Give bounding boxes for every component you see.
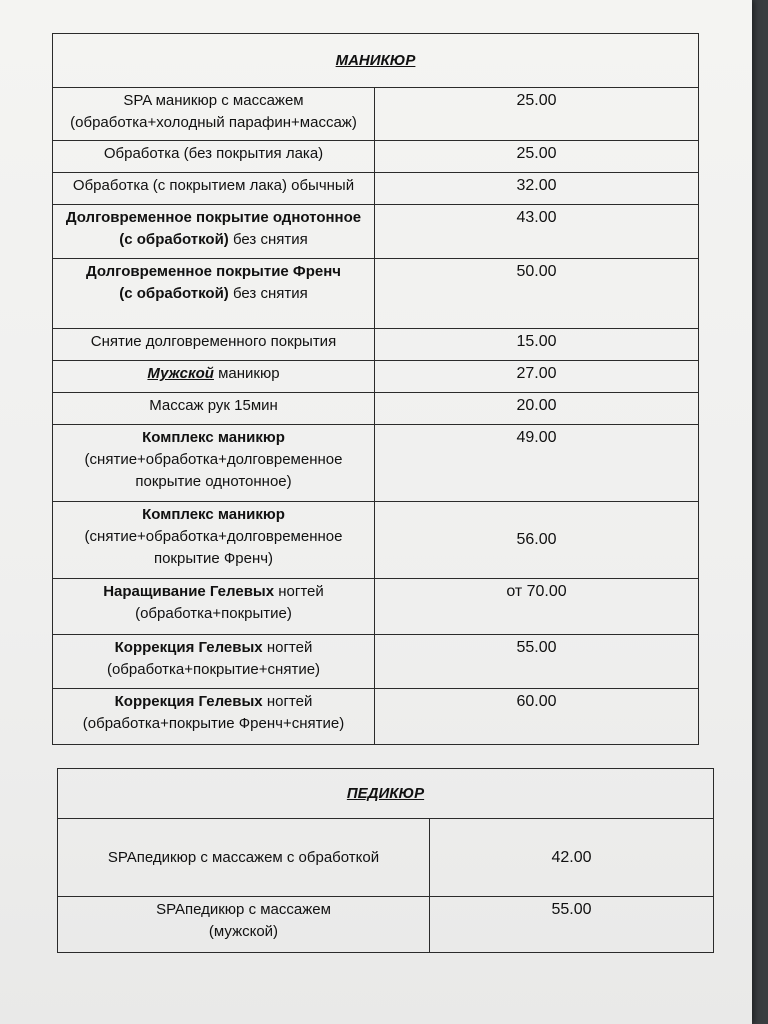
service-detail-line — [59, 229, 368, 251]
service-name-cell — [53, 502, 375, 579]
service-detail-text: покрытие однотонное) — [135, 473, 292, 490]
manicure-row — [53, 259, 699, 329]
service-name-line — [59, 143, 368, 165]
service-name-line — [59, 395, 368, 417]
pedicure-price-table — [57, 768, 714, 953]
service-name-bold: Комплекс маникюр — [142, 506, 285, 523]
service-detail-line — [59, 548, 368, 570]
service-name-text: Обработка (с покрытием лака) обычный — [72, 177, 355, 194]
service-detail-text: без снятия — [228, 231, 308, 248]
price-cell: 27.00 — [375, 361, 699, 393]
service-name-bold: Наращивание Гелевых — [103, 583, 275, 600]
manicure-row — [53, 579, 699, 635]
service-name-cell — [53, 393, 375, 425]
service-detail-line — [59, 471, 368, 493]
service-detail-text: (обработка+покрытие Френч+снятие) — [82, 715, 345, 732]
service-name-text: Обработка (без покрытия лака) — [103, 145, 324, 162]
service-name-emphasis: Мужской — [147, 365, 214, 382]
manicure-row — [53, 361, 699, 393]
price-cell: 55.00 — [430, 897, 714, 953]
service-name-line — [59, 363, 368, 385]
service-detail-line — [64, 921, 423, 943]
service-name-line — [59, 331, 368, 353]
pedicure-title-row — [58, 769, 714, 819]
service-detail-text: (мужской) — [208, 923, 279, 940]
price-cell: от 70.00 — [375, 579, 699, 635]
service-name-line — [59, 261, 368, 283]
service-name-text: SPAпедикюр с массажем с обработкой — [107, 848, 380, 866]
service-detail-bold: (с обработкой) — [119, 231, 229, 248]
manicure-row — [53, 205, 699, 259]
manicure-title: МАНИКЮР — [53, 34, 699, 88]
service-name-line — [59, 504, 368, 526]
service-name-text: ногтей — [262, 693, 313, 710]
manicure-row — [53, 635, 699, 689]
service-name-cell — [58, 897, 430, 953]
price-cell: 43.00 — [375, 205, 699, 259]
service-detail-line — [59, 526, 368, 548]
service-detail-line — [59, 659, 368, 681]
service-name-bold: Долговременное покрытие однотонное — [65, 209, 362, 226]
service-name-cell — [53, 141, 375, 173]
service-name-text: SPA маникюр с массажем — [123, 92, 304, 109]
service-name-cell — [53, 329, 375, 361]
service-detail-text: (обработка+холодный парафин+массаж) — [70, 114, 357, 131]
service-detail-text: без снятия — [228, 285, 308, 302]
service-name-cell — [53, 635, 375, 689]
service-detail-line — [59, 112, 368, 134]
service-name-line — [59, 207, 368, 229]
manicure-row — [53, 689, 699, 745]
service-name-text: ногтей — [262, 639, 313, 656]
service-name-text: SPAпедикюр с массажем — [156, 901, 331, 918]
price-cell: 50.00 — [375, 259, 699, 329]
service-detail-text: (снятие+обработка+долговременное — [84, 528, 343, 545]
manicure-row — [53, 173, 699, 205]
service-detail-text: (обработка+покрытие+снятие) — [106, 661, 321, 678]
service-name-line — [59, 90, 368, 112]
service-name-line — [64, 899, 423, 921]
service-name-text: Снятие долговременного покрытия — [90, 333, 337, 350]
pedicure-row — [58, 819, 714, 897]
service-name-cell — [53, 88, 375, 141]
service-name-line — [64, 847, 423, 869]
manicure-row — [53, 88, 699, 141]
price-cell: 49.00 — [375, 425, 699, 502]
service-name-cell — [53, 259, 375, 329]
service-name-cell — [53, 579, 375, 635]
service-detail-text: покрытие Френч) — [153, 550, 274, 567]
pedicure-title: ПЕДИКЮР — [58, 769, 714, 819]
service-detail-text: (обработка+покрытие) — [135, 605, 292, 622]
price-cell: 25.00 — [375, 141, 699, 173]
manicure-row — [53, 329, 699, 361]
service-detail-line — [59, 283, 368, 305]
service-detail-line — [59, 603, 368, 625]
service-name-line — [59, 691, 368, 713]
price-cell: 25.00 — [375, 88, 699, 141]
price-cell: 56.00 — [375, 502, 699, 579]
price-cell: 20.00 — [375, 393, 699, 425]
service-name-cell — [58, 819, 430, 897]
service-name-cell — [53, 173, 375, 205]
service-name-bold: Комплекс маникюр — [142, 429, 285, 446]
service-name-line — [59, 637, 368, 659]
manicure-title-row — [53, 34, 699, 88]
service-name-line — [59, 175, 368, 197]
price-cell: 55.00 — [375, 635, 699, 689]
price-cell: 42.00 — [430, 819, 714, 897]
manicure-row — [53, 502, 699, 579]
pedicure-row — [58, 897, 714, 953]
service-detail-line — [59, 713, 368, 735]
service-name-cell — [53, 205, 375, 259]
service-detail-bold: (с обработкой) — [119, 285, 229, 302]
service-name-cell — [53, 689, 375, 745]
service-name-text: маникюр — [213, 365, 280, 382]
service-name-cell — [53, 361, 375, 393]
price-cell: 32.00 — [375, 173, 699, 205]
service-name-bold: Коррекция Гелевых — [114, 639, 263, 656]
service-name-text: ногтей — [274, 583, 324, 600]
manicure-row — [53, 393, 699, 425]
service-name-cell — [53, 425, 375, 502]
service-detail-line — [59, 449, 368, 471]
service-name-bold: Долговременное покрытие Френч — [85, 263, 341, 280]
service-name-line — [59, 581, 368, 603]
service-name-bold: Коррекция Гелевых — [114, 693, 263, 710]
service-detail-text: (снятие+обработка+долговременное — [84, 451, 343, 468]
service-name-line — [59, 427, 368, 449]
manicure-price-table — [52, 33, 699, 745]
price-cell: 15.00 — [375, 329, 699, 361]
price-cell: 60.00 — [375, 689, 699, 745]
manicure-row — [53, 425, 699, 502]
service-name-text: Массаж рук 15мин — [149, 397, 278, 414]
manicure-row — [53, 141, 699, 173]
